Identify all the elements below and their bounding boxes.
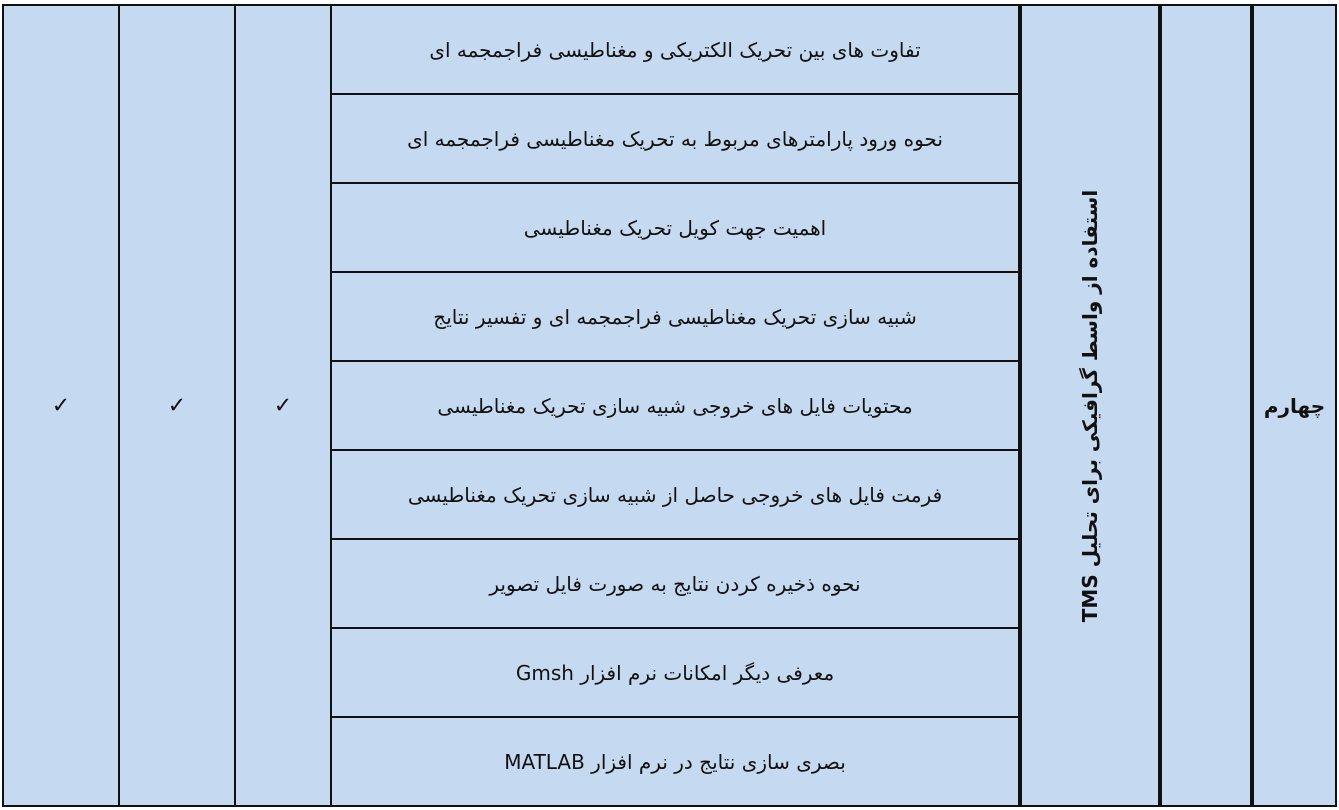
module-title-column xyxy=(1022,6,1158,805)
check-column-1 xyxy=(4,6,118,805)
session-column xyxy=(1254,6,1335,805)
module-title: استفاده از واسط گرافیکی برای تحلیل TMS xyxy=(1078,189,1102,622)
empty-column xyxy=(1162,6,1250,805)
topic-row xyxy=(332,273,1018,362)
check-column-2 xyxy=(120,6,234,805)
topic-row xyxy=(332,6,1018,95)
topic-text: تفاوت های بین تحریک الکتریکی و مغناطیسی فراجمجمه ای xyxy=(429,37,921,62)
session-label: چهارم xyxy=(1263,393,1326,418)
topic-text: معرفی دیگر امکانات نرم افزار Gmsh xyxy=(515,660,835,685)
checkmark-icon: ✓ xyxy=(273,393,293,418)
topic-row xyxy=(332,95,1018,184)
topic-text: فرمت فایل های خروجی حاصل از شبیه سازی تحریک مغناطیسی xyxy=(407,482,943,507)
topic-row xyxy=(332,629,1018,718)
topic-text: نحوه ورود پارامترهای مربوط به تحریک مغناطیسی فراجمجمه ای xyxy=(407,126,943,151)
topic-row xyxy=(332,451,1018,540)
topic-row xyxy=(332,362,1018,451)
checkmark-icon: ✓ xyxy=(51,393,71,418)
topic-row xyxy=(332,718,1018,805)
course-schedule-table xyxy=(2,4,1337,807)
topic-text: محتویات فایل های خروجی شبیه سازی تحریک مغناطیسی xyxy=(437,393,913,418)
topic-row xyxy=(332,184,1018,273)
check-column-3 xyxy=(236,6,330,805)
topics-column xyxy=(332,6,1018,805)
topic-text: اهمیت جهت کویل تحریک مغناطیسی xyxy=(523,215,827,240)
topic-row xyxy=(332,540,1018,629)
topic-text: بصری سازی نتایج در نرم افزار MATLAB xyxy=(504,749,846,774)
topic-text: نحوه ذخیره کردن نتایج به صورت فایل تصویر xyxy=(489,571,861,596)
topic-text: شبیه سازی تحریک مغناطیسی فراجمجمه ای و تفسیر نتایج xyxy=(433,304,917,329)
checkmark-icon: ✓ xyxy=(167,393,187,418)
